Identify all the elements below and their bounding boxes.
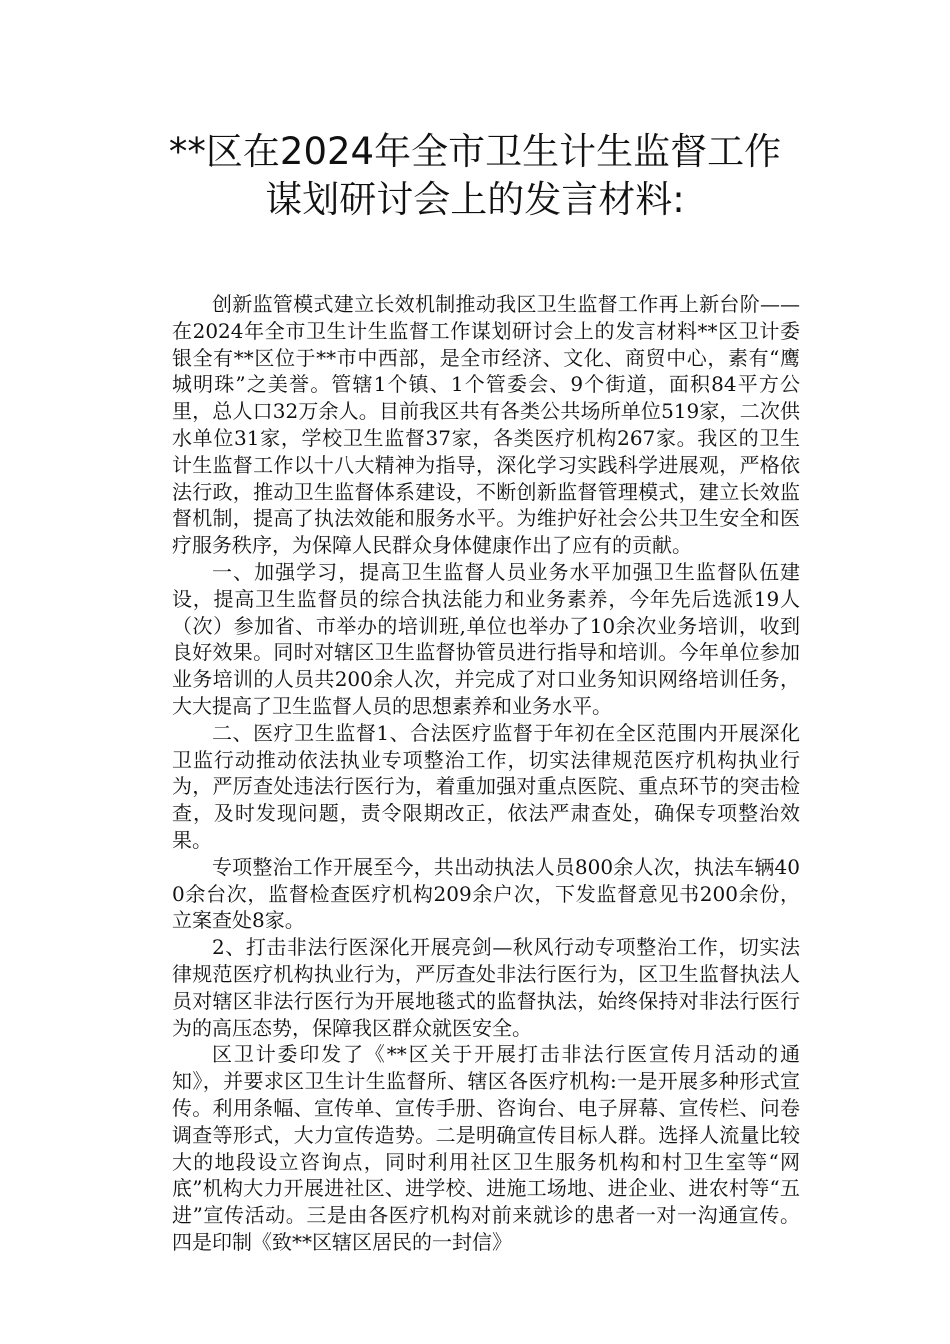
paragraph-illegal-practice: 2、打击非法行医深化开展亮剑—秋风行动专项整治工作，切实法律规范医疗机构执业行为，严厉查处非法行医行为，区卫生监督执法人员对辖区非法行医行为开展地毯式的监督执法，始终保持对非法行医行为的高压态势，保障我区群众就医安全。 [172,935,800,1040]
title-line-1: **区在2024年全市卫生计生监督工作 [168,130,782,173]
paragraph-rectification-results: 专项整治工作开展至今，共出动执法人员800余人次，执法车辆400余台次，监督检查医疗机构209余户次，下发监督意见书200余份，立案查处8家。 [172,854,800,933]
document-body [172,291,800,1256]
document-title [100,128,850,224]
paragraph-intro: 创新监管模式建立长效机制推动我区卫生监督工作再上新台阶——在2024年全市卫生计生监督工作谋划研讨会上的发言材料**区卫计委银全有**区位于**市中西部，是全市经济、文化、商贸中心，素有“鹰城明珠”之美誉。管辖1个镇、1个管委会、9个街道，面积84平方公里，总人口32万余人。目前我区共有各类公共场所单位519家，二次供水单位31家，学校卫生监督37家，各类医疗机构267家。我区的卫生计生监督工作以十八大精神为指导，深化学习实践科学进展观，严格依法行政，推动卫生监督体系建设，不断创新监督管理模式，建立长效监督机制，提高了执法效能和服务水平。为维护好社会公共卫生安全和医疗服务秩序，为保障人民群众身体健康作出了应有的贡献。 [172,292,800,558]
paragraph-section-1: 一、加强学习，提高卫生监督人员业务水平加强卫生监督队伍建设，提高卫生监督员的综合执法能力和业务素养，今年先后选派19人（次）参加省、市举办的培训班,单位也举办了10余次业务培训，收到良好效果。同时对辖区卫生监督协管员进行指导和培训。今年单位参加业务培训的人员共200余人次，并完成了对口业务知识网络培训任务，大大提高了卫生监督人员的思想素养和业务水平。 [172,559,800,718]
paragraph-publicity: 区卫计委印发了《**区关于开展打击非法行医宣传月活动的通知》，并要求区卫生计生监督所、辖区各医疗机构:一是开展多种形式宣传。利用条幅、宣传单、宣传手册、咨询台、电子屏幕、宣传栏、问卷调查等形式，大力宣传造势。二是明确宣传目标人群。选择人流量比较大的地段设立咨询点，同时利用社区卫生服务机构和村卫生室等“网底”机构大力开展进社区、进学校、进施工场地、进企业、进农村等“五进”宣传活动。三是由各医疗机构对前来就诊的患者一对一沟通宣传。四是印制《致**区辖区居民的一封信》 [172,1042,800,1254]
paragraph-section-2: 二、医疗卫生监督1、合法医疗监督于年初在全区范围内开展深化卫监行动推动依法执业专项整治工作，切实法律规范医疗机构执业行为，严厉查处违法行医行为，着重加强对重点医院、重点环节的突击检查，及时发现问题，责令限期改正，依法严肃查处，确保专项整治效果。 [172,720,800,852]
title-line-2: 谋划研讨会上的发言材料: [265,178,685,221]
